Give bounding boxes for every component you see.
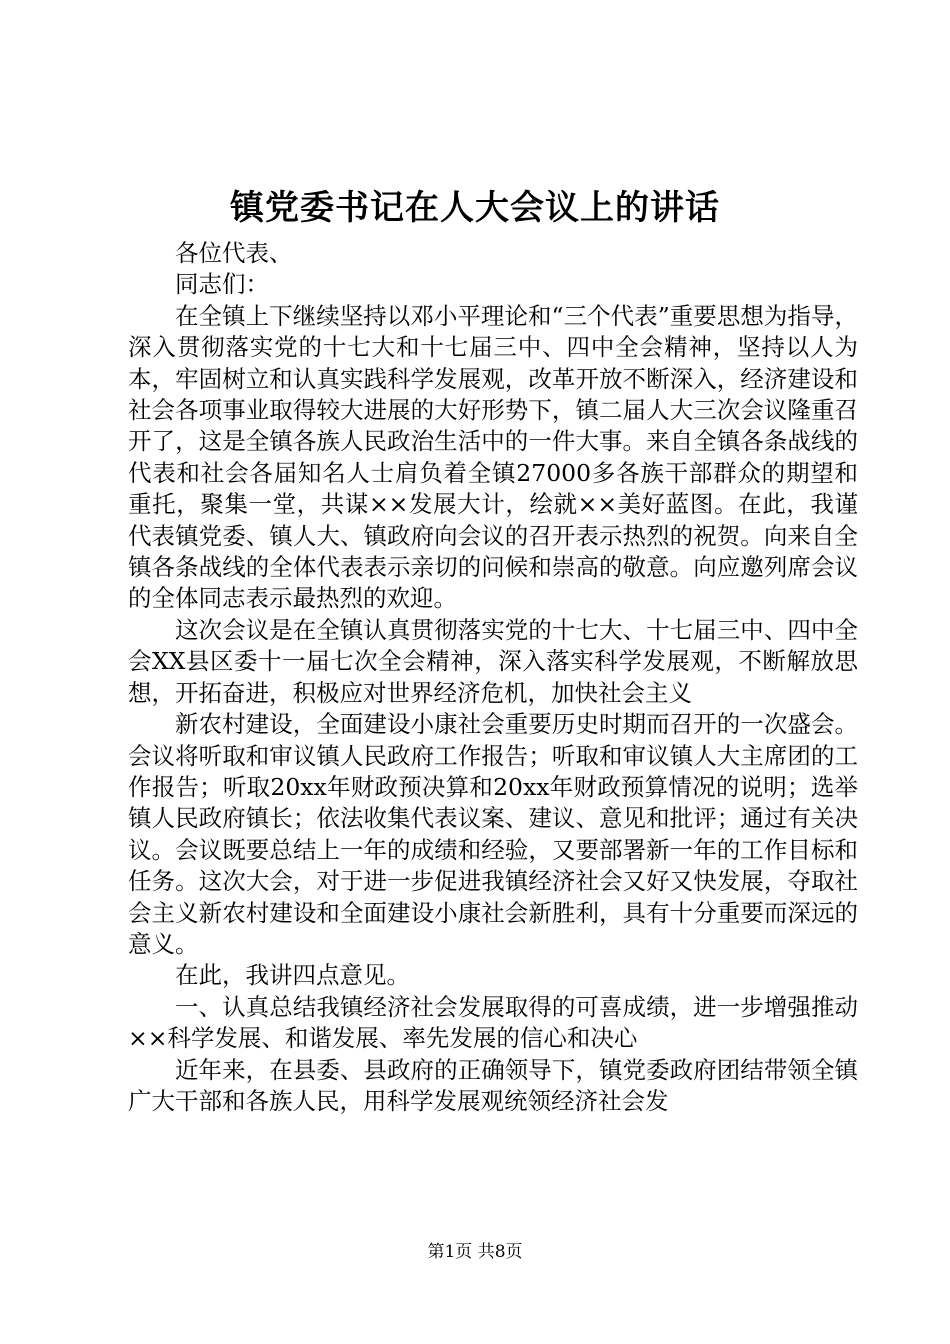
paragraph-four-points: 在此，我讲四点意见。 <box>175 961 410 990</box>
paragraph-intro: 在全镇上下继续坚持以邓小平理论和“三个代表”重要思想为指导，深入贯彻落实党的十七大和十七届三中、四中全会精神，坚持以人为本，牢固树立和认真实践科学发展观，改革开放不断深入，经济建设和社会各项事业取得较大进展的大好形势下，镇二届人大三次会议隆重召开了，这是全镇各族人民政治生活中的一件大事。来自全镇各条战线的代表和社会各届知名人士肩负着全镇27000多各族干部群众的期望和重托，聚集一堂，共谋××发展大计，绘就××美好蓝图。在此，我谨代表镇党委、镇人大、镇政府向会议的召开表示热烈的祝贺。向来自全镇各条战线的全体代表表示亲切的问候和崇高的敬意。向应邀列席会议的全体同志表示最热烈的欢迎。 <box>128 301 858 613</box>
salutation-1: 各位代表、 <box>175 239 293 267</box>
document-title: 镇党委书记在人大会议上的讲话 <box>230 188 720 228</box>
salutation-2: 同志们： <box>175 270 269 299</box>
document-body <box>128 238 858 1117</box>
paragraph-meeting-agenda: 新农村建设，全面建设小康社会重要历史时期而召开的一次盛会。会议将听取和审议镇人民政府工作报告；听取和审议镇人大主席团的工作报告；听取20xx年财政预决算和20xx年财政预算情况的说明；选举镇人民政府镇长；依法收集代表议案、建议、意见和批评；通过有关决议。会议既要总结上一年的成绩和经验，又要部署新一年的工作目标和任务。这次大会，对于进一步促进我镇经济社会又好又快发展，夺取社会主义新农村建设和全面建设小康社会新胜利，具有十分重要而深远的意义。 <box>128 710 858 958</box>
section-heading-1: 一、认真总结我镇经济社会发展取得的可喜成绩，进一步增强推动××科学发展、和谐发展、率先发展的信心和决心 <box>128 992 858 1053</box>
page-footer: 第1页 共8页 <box>427 1242 523 1262</box>
paragraph-recent-years: 近年来，在县委、县政府的正确领导下，镇党委政府团结带领全镇广大干部和各族人民，用科学发展观统领经济社会发 <box>128 1055 858 1115</box>
paragraph-meeting-context: 这次会议是在全镇认真贯彻落实党的十七大、十七届三中、四中全会XX县区委十一届七次全会精神，深入落实科学发展观，不断解放思想，开拓奋进，积极应对世界经济危机，加快社会主义 <box>128 615 858 707</box>
